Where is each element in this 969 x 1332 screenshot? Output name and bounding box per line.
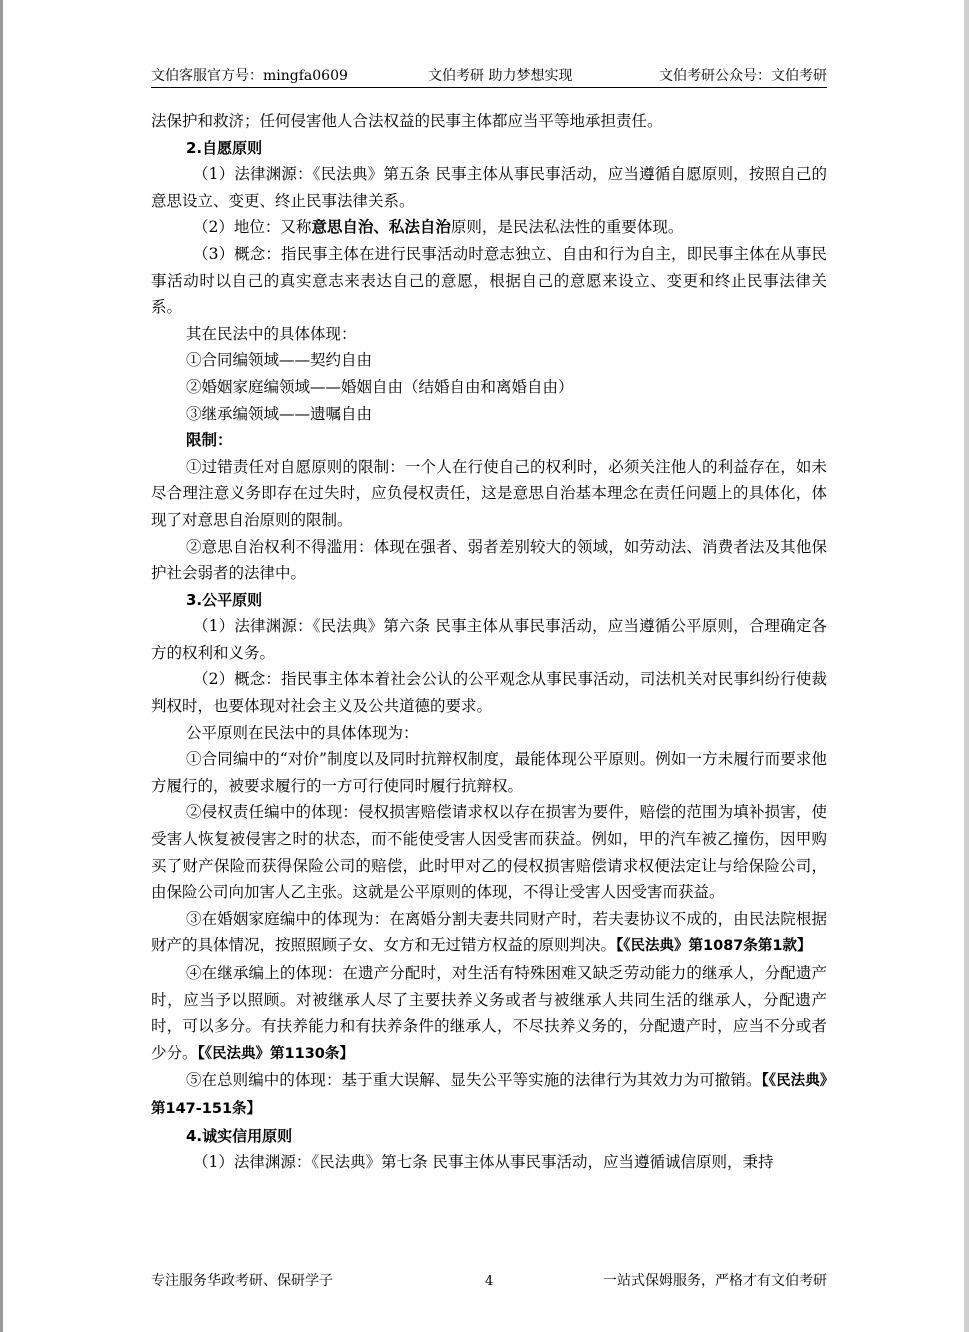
citation: 【《民法典》第1130条】 <box>197 1045 354 1062</box>
footer-right: 一站式保姆服务，严格才有文伯考研 <box>603 1273 827 1289</box>
paragraph: 公平原则在民法中的具体体现为： <box>186 723 419 742</box>
subheading-limit: 限制： <box>186 430 233 450</box>
paragraph <box>151 214 827 241</box>
paragraph <box>151 1067 827 1122</box>
paragraph: （1）法律渊源：《民法典》第五条 民事主体从事民事活动，应当遵循自愿原则，按照自己的意思设立、变更、终止民事法律关系。 <box>151 165 827 210</box>
page-number: 4 <box>485 1274 494 1289</box>
paragraph: ①过错责任对自愿原则的限制：一个人在行使自己的权利时，必须关注他人的利益存在，如未尽合理注意义务即存在过失时，应负侵权责任，这是意思自治基本理念在责任问题上的具体化，体现了对意思自治原则的限制。 <box>151 457 827 529</box>
paragraph <box>151 906 827 960</box>
citation: 【《民法典》第1087条第1款】 <box>616 938 812 955</box>
section-heading: 3.公平原则 <box>186 590 263 609</box>
text-run: ③在婚姻家庭编中的体现为：在离婚分割夫妻共同财产时，若夫妻协议不成的，由民法院根据财产的具体情况，按照照顾子女、女方和无过错方权益的原则判决。 <box>151 909 827 955</box>
text-run: ⑤在总则编中的体现：基于重大误解、显失公平等实施的法律行为其效力为可撤销。 <box>186 1071 762 1090</box>
page-footer <box>151 1270 827 1294</box>
paragraph: （3）概念：指民事主体在进行民事活动时意志独立、自由和行为自主，即民事主体在从事民事活动时以自己的真实意志来表达自己的意愿，根据自己的意愿来设立、变更和终止民事法律关系。 <box>151 244 827 317</box>
header-center: 文伯考研 助力梦想实现 <box>428 68 573 84</box>
paragraph: ②侵权责任编中的体现：侵权损害赔偿请求权以存在损害为要件，赔偿的范围为填补损害，使受害人恢复被侵害之时的状态，而不能使受害人因受害而获益。例如，甲的汽车被乙撞伤，因甲购买了财产保险而获得保险公司的赔偿，此时甲对乙的侵权损害赔偿请求权便法定让与给保险公司，由保险公司向加害人乙主张。这就是公平原则的体现，不得让受害人因受害而获益。 <box>151 803 827 902</box>
paragraph: ②意思自治权利不得滥用：体现在强者、弱者差别较大的领域，如劳动法、消费者法及其他保护社会弱者的法律中。 <box>151 537 827 583</box>
page-left-edge <box>0 0 3 1332</box>
footer-left: 专注服务华政考研、保研学子 <box>151 1273 333 1289</box>
list-item: ①合同编领域——契约自由 <box>186 351 373 370</box>
paragraph: 其在民法中的具体体现： <box>186 324 357 343</box>
text-run: （2）地位：又称 <box>193 218 312 237</box>
paragraph: （1）法律渊源：《民法典》第六条 民事主体从事民事活动，应当遵循公平原则，合理确定各方的权利和义务。 <box>151 617 827 662</box>
paragraph: ①合同编中的“对价”制度以及同时抗辩权制度，最能体现公平原则。例如一方未履行而要求他方履行的，被要求履行的一方可行使同时履行抗辩权。 <box>151 750 827 795</box>
paragraph: （2）概念：指民事主体本着社会公认的公平观念从事民事活动，司法机关对民事纠纷行使裁判权时，也要体现对社会主义及公共道德的要求。 <box>151 670 827 716</box>
header-left: 文伯客服官方号：mingfa0609 <box>151 68 348 84</box>
page-content <box>151 108 827 1176</box>
bold-term: 意思自治、私法自治 <box>311 217 451 237</box>
text-run: ④在继承编上的体现：在遗产分配时，对生活有特殊困难又缺乏劳动能力的继承人，分配遗产时，应当予以照顾。对被继承人尽了主要扶养义务或者与被继承人共同生活的继承人，分配遗产时，可以多分。有扶养能力和有扶养条件的继承人，不尽扶养义务的，分配遗产时，应当不分或者少分。 <box>151 964 827 1062</box>
text-run: 原则，是民法私法性的重要体现。 <box>450 218 684 237</box>
page-right-edge <box>964 0 969 1332</box>
citation: 【《民法典》第147-151条】 <box>151 1073 828 1117</box>
section-heading: 2.自愿原则 <box>186 138 263 157</box>
paragraph <box>151 960 827 1067</box>
paragraph: （1）法律渊源：《民法典》第七条 民事主体从事民事活动，应当遵循诚信原则，秉持 <box>193 1153 774 1172</box>
list-item: ②婚姻家庭编领域——婚姻自由（结婚自由和离婚自由） <box>186 377 574 396</box>
paragraph: 法保护和救济；任何侵害他人合法权益的民事主体都应当平等地承担责任。 <box>151 112 663 130</box>
section-heading: 4.诚实信用原则 <box>186 1126 293 1145</box>
page-header <box>151 63 827 88</box>
header-right: 文伯考研公众号：文伯考研 <box>659 68 827 84</box>
list-item: ③继承编领域——遗嘱自由 <box>186 404 373 423</box>
